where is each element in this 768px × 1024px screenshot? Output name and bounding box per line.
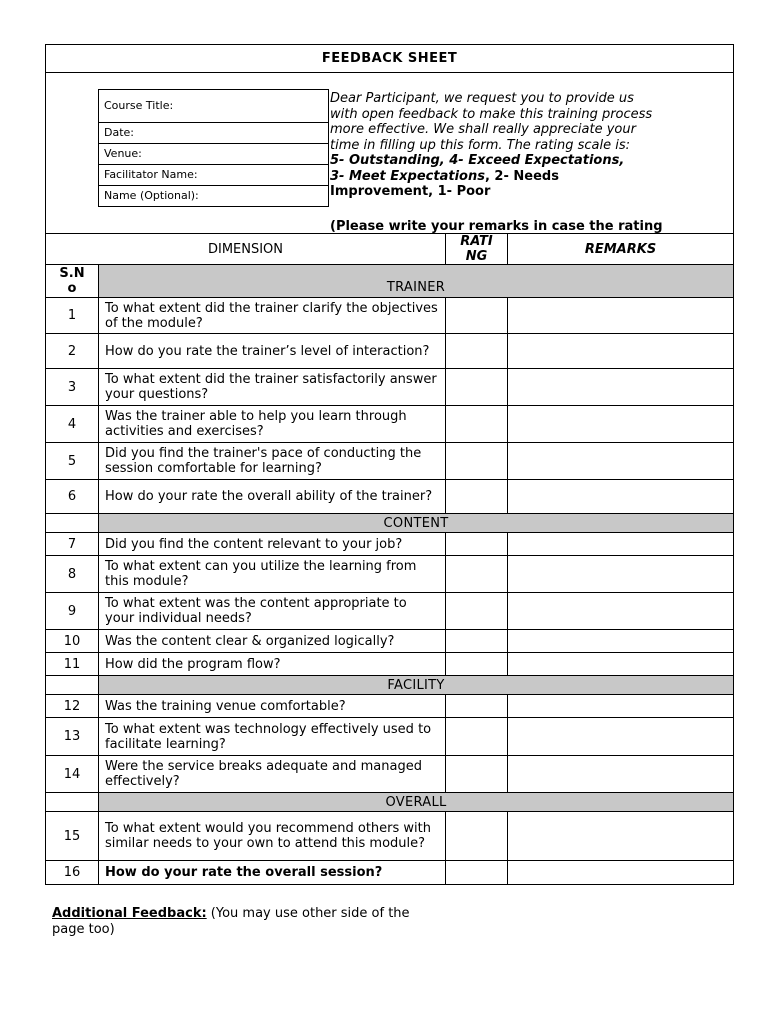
remarks-cell[interactable] [508, 443, 734, 480]
question-text: To what extent was the content appropriate to your individual needs? [99, 593, 446, 630]
additional-feedback-text: (You may use other side of the page too) [52, 906, 410, 937]
sno-header [46, 265, 99, 298]
question-text: To what extent did the trainer satisfactorily answer your questions? [99, 369, 446, 406]
info-section [46, 73, 734, 234]
rating-cell[interactable] [446, 480, 508, 514]
rating-scale-line: Improvement, 1- Poor [330, 184, 491, 199]
venue-field[interactable]: Venue: [99, 144, 328, 165]
participant-details-box [98, 89, 329, 207]
rating-cell[interactable] [446, 593, 508, 630]
question-text: How do you rate the trainer’s level of interaction? [99, 334, 446, 369]
additional-feedback [52, 906, 432, 938]
question-number: 4 [46, 406, 99, 443]
rating-header-line: RATI [460, 234, 493, 249]
page-title: FEEDBACK SHEET [46, 45, 734, 73]
rating-cell[interactable] [446, 533, 508, 556]
question-number: 5 [46, 443, 99, 480]
question-number: 10 [46, 630, 99, 653]
rating-cell[interactable] [446, 369, 508, 406]
course-title-field[interactable]: Course Title: [99, 90, 328, 123]
additional-feedback-label: Additional Feedback: [52, 906, 207, 921]
question-number: 13 [46, 718, 99, 756]
remarks-cell[interactable] [508, 756, 734, 793]
remarks-cell[interactable] [508, 533, 734, 556]
empty-sno-cell [46, 793, 99, 812]
rating-cell[interactable] [446, 443, 508, 480]
sno-header-line: S.N [59, 266, 85, 281]
remarks-cell[interactable] [508, 369, 734, 406]
question-text: To what extent would you recommend others with similar needs to your own to attend this module? [99, 812, 446, 861]
rating-cell[interactable] [446, 653, 508, 676]
facilitator-name-field[interactable]: Facilitator Name: [99, 165, 328, 186]
question-number: 9 [46, 593, 99, 630]
question-text: To what extent can you utilize the learning from this module? [99, 556, 446, 593]
question-number: 15 [46, 812, 99, 861]
question-number: 2 [46, 334, 99, 369]
remarks-cell[interactable] [508, 653, 734, 676]
rating-cell[interactable] [446, 556, 508, 593]
rating-cell[interactable] [446, 756, 508, 793]
section-facility: FACILITY [99, 676, 734, 695]
rating-cell[interactable] [446, 298, 508, 334]
remarks-note: (Please write your remarks in case the rating [330, 219, 663, 234]
question-number: 8 [46, 556, 99, 593]
question-number: 1 [46, 298, 99, 334]
feedback-table [45, 44, 734, 885]
date-field[interactable]: Date: [99, 123, 328, 144]
question-text: To what extent did the trainer clarify the objectives of the module? [99, 298, 446, 334]
remarks-cell[interactable] [508, 334, 734, 369]
intro-line: more effective. We shall really appreciate your [330, 122, 636, 137]
question-number: 7 [46, 533, 99, 556]
question-text: To what extent was technology effectively used to facilitate learning? [99, 718, 446, 756]
participant-name-field[interactable]: Name (Optional): [104, 189, 199, 202]
remarks-cell[interactable] [508, 593, 734, 630]
rating-header [446, 234, 508, 265]
rating-scale-line: 5- Outstanding, 4- Exceed Expectations, [330, 153, 625, 168]
question-text: How did the program flow? [99, 653, 446, 676]
question-text: Was the trainer able to help you learn through activities and exercises? [99, 406, 446, 443]
remarks-cell[interactable] [508, 718, 734, 756]
sno-header-line: o [67, 281, 77, 296]
rating-cell[interactable] [446, 861, 508, 885]
intro-line: with open feedback to make this training process [330, 106, 653, 122]
question-number: 12 [46, 695, 99, 718]
remarks-cell[interactable] [508, 406, 734, 443]
question-number: 14 [46, 756, 99, 793]
rating-cell[interactable] [446, 718, 508, 756]
empty-sno-cell [46, 514, 99, 533]
remarks-cell[interactable] [508, 480, 734, 514]
remarks-cell[interactable] [508, 812, 734, 861]
intro-text [330, 91, 710, 200]
rating-cell[interactable] [446, 812, 508, 861]
section-trainer: TRAINER [99, 265, 734, 298]
intro-line: time in filling up this form. The rating scale is: [330, 137, 630, 153]
remarks-cell[interactable] [508, 298, 734, 334]
rating-scale-part: , 2- Needs [484, 168, 559, 184]
rating-cell[interactable] [446, 695, 508, 718]
question-number: 6 [46, 480, 99, 514]
dimension-header: DIMENSION [46, 234, 446, 265]
rating-cell[interactable] [446, 406, 508, 443]
question-text: Was the content clear & organized logically? [99, 630, 446, 653]
remarks-cell[interactable] [508, 861, 734, 885]
rating-cell[interactable] [446, 630, 508, 653]
remarks-cell[interactable] [508, 630, 734, 653]
question-number: 11 [46, 653, 99, 676]
section-overall: OVERALL [99, 793, 734, 812]
empty-sno-cell [46, 676, 99, 695]
rating-scale-line [330, 169, 710, 185]
question-text: How do your rate the overall ability of the trainer? [99, 480, 446, 514]
remarks-cell[interactable] [508, 556, 734, 593]
rating-scale-part: 3- Meet Expectations [330, 168, 485, 184]
remarks-header: REMARKS [508, 234, 734, 265]
section-content: CONTENT [99, 514, 734, 533]
rating-header-line: NG [465, 249, 488, 264]
question-text: Did you find the trainer's pace of conducting the session comfortable for learning? [99, 443, 446, 480]
question-number: 3 [46, 369, 99, 406]
rating-cell[interactable] [446, 334, 508, 369]
question-text: Did you find the content relevant to your job? [99, 533, 446, 556]
question-number: 16 [46, 861, 99, 885]
question-text: Was the training venue comfortable? [99, 695, 446, 718]
question-text: Were the service breaks adequate and managed effectively? [99, 756, 446, 793]
feedback-sheet [45, 44, 733, 885]
remarks-cell[interactable] [508, 695, 734, 718]
intro-line: Dear Participant, we request you to provide us [330, 91, 634, 106]
question-text: How do your rate the overall session? [99, 861, 446, 885]
